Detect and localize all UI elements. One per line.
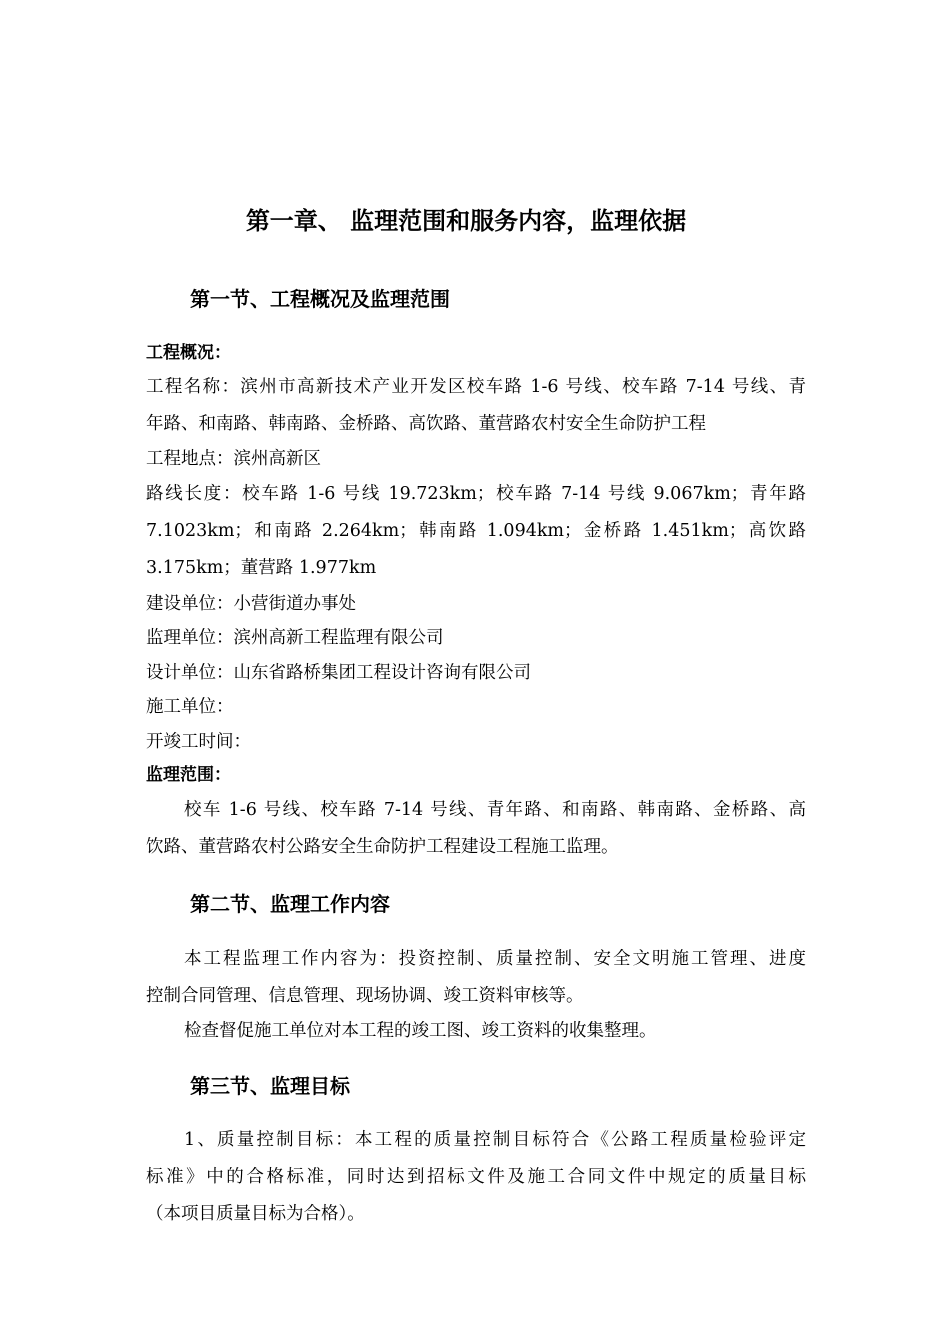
scope-line-2: 饮路、董营路农村公路安全生命防护工程建设工程施工监理。 xyxy=(146,837,619,857)
project-name-line-1: 工程名称：滨州市高新技术产业开发区校车路 1-6 号线、校车路 7-14 号线、青 xyxy=(146,377,806,397)
route-length-line-3: 3.175km；董营路 1.977km xyxy=(146,558,377,578)
project-location: 工程地点：滨州高新区 xyxy=(146,449,321,469)
design-unit: 设计单位：山东省路桥集团工程设计咨询有限公司 xyxy=(146,663,531,683)
overview-label: 工程概况： xyxy=(146,343,231,363)
work-content-line-1: 本工程监理工作内容为：投资控制、质量控制、安全文明施工管理、进度 xyxy=(184,949,806,969)
route-length-line-1: 路线长度：校车路 1-6 号线 19.723km；校车路 7-14 号线 9.067km；青年路 xyxy=(146,484,806,504)
scope-label: 监理范围： xyxy=(146,765,231,785)
work-content-line-3: 检查督促施工单位对本工程的竣工图、竣工资料的收集整理。 xyxy=(184,1021,657,1041)
quality-goal-line-3: （本项目质量目标为合格）。 xyxy=(146,1204,365,1224)
work-content-line-2: 控制合同管理、信息管理、现场协调、竣工资料审核等。 xyxy=(146,986,584,1006)
route-length-line-2: 7.1023km；和南路 2.264km；韩南路 1.094km；金桥路 1.451km；高饮路 xyxy=(146,521,806,541)
quality-goal-line-1: 1、质量控制目标：本工程的质量控制目标符合《公路工程质量检验评定 xyxy=(184,1130,806,1150)
scope-line-1: 校车 1-6 号线、校车路 7-14 号线、青年路、和南路、韩南路、金桥路、高 xyxy=(184,800,806,820)
supervisor-unit: 监理单位：滨州高新工程监理有限公司 xyxy=(146,628,444,648)
construction-period: 开竣工时间： xyxy=(146,732,251,752)
section-title-1: 第一节、工程概况及监理范围 xyxy=(190,287,450,311)
owner-unit: 建设单位：小营街道办事处 xyxy=(146,594,356,614)
chapter-title: 第一章、 监理范围和服务内容，监理依据 xyxy=(245,207,687,235)
section-title-2: 第二节、监理工作内容 xyxy=(190,892,390,916)
quality-goal-line-2: 标准》中的合格标准，同时达到招标文件及施工合同文件中规定的质量目标 xyxy=(146,1167,806,1187)
section-title-3: 第三节、监理目标 xyxy=(190,1074,350,1098)
project-name-line-2: 年路、和南路、韩南路、金桥路、高饮路、董营路农村安全生命防护工程 xyxy=(146,414,706,434)
contractor-unit: 施工单位： xyxy=(146,697,234,717)
